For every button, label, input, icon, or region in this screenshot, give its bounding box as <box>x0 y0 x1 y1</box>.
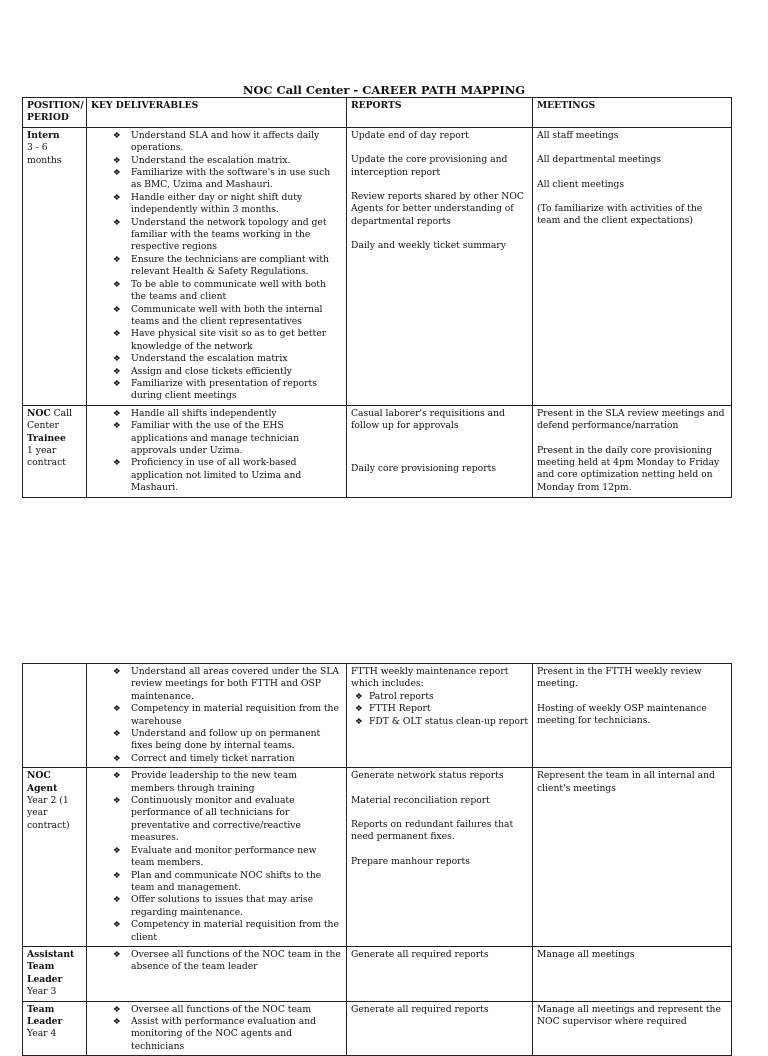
meetings-cell <box>533 1001 732 1056</box>
table-row-assistant-team-leader <box>23 946 732 1001</box>
table-row-noc-agent <box>23 768 732 947</box>
list-item: ❖ Understand and follow up on permanent fixes being done by internal teams. <box>91 728 342 753</box>
meeting-item: All client meetings <box>537 178 625 190</box>
position-cell <box>23 946 87 1001</box>
list-item: ❖ Familiarize with the software's in use such as BMC, Uzima and Mashauri. <box>91 167 342 192</box>
header-position: POSITION/ PERIOD <box>23 98 87 128</box>
career-path-table-page-2 <box>22 663 732 1056</box>
position-cell <box>23 127 87 405</box>
meetings-cell <box>533 664 732 768</box>
list-item: ❖ Oversee all functions of the NOC team in the absence of the team leader <box>91 949 342 974</box>
report-item: Prepare manhour reports <box>351 855 470 867</box>
meeting-item: Present in the SLA review meetings and defend performance/narration <box>537 407 725 432</box>
deliverables-cell <box>87 664 347 768</box>
reports-cell <box>347 127 533 405</box>
table-row-intern <box>23 127 732 405</box>
position-cell <box>23 664 87 768</box>
position-period: Year 2 (1 year contract) <box>27 795 70 831</box>
list-item: ❖ Ensure the technicians are compliant with relevant Health & Safety Regulations. <box>91 254 342 279</box>
reports-cell <box>347 768 533 947</box>
list-item: ❖ Handle all shifts independently <box>91 408 342 420</box>
report-item: Generate all required reports <box>351 948 489 960</box>
meeting-item: Manage all meetings and represent the NOC supervisor where required <box>537 1003 721 1027</box>
report-item: Reports on redundant failures that need permanent fixes. <box>351 819 514 843</box>
header-deliverables: KEY DELIVERABLES <box>87 98 347 128</box>
reports-cell <box>347 664 533 768</box>
list-item: ❖ Have physical site visit so as to get better knowledge of the network <box>91 328 342 353</box>
report-item: Material reconciliation report <box>351 794 490 806</box>
position-period: 3 - 6 months <box>27 142 62 166</box>
meeting-item: Represent the team in all internal and client's meetings <box>537 770 715 794</box>
meeting-item: Manage all meetings <box>537 948 635 960</box>
position-period: Year 3 <box>27 986 57 998</box>
position-period: Year 4 <box>27 1028 57 1040</box>
position-title-rest: Call Center <box>27 407 73 432</box>
position-title: NOC Agent <box>27 770 58 794</box>
list-item: ❖ Understand all areas covered under the SLA review meetings for both FTTH and OSP maintenance. <box>91 666 342 703</box>
header-meetings: MEETINGS <box>533 98 732 128</box>
position-title: Assistant Team Leader <box>27 948 75 985</box>
report-item: Daily and weekly ticket summary <box>351 240 506 252</box>
list-item: ❖ Offer solutions to issues that may arise regarding maintenance. <box>91 894 342 919</box>
deliverables-cell <box>87 127 347 405</box>
deliverables-cell <box>87 405 347 497</box>
meeting-item: Present in the daily core provisioning meeting held at 4pm Monday to Friday and core optimization netting held on Monday from 12pm. <box>537 444 720 493</box>
report-item: Generate network status reports <box>351 770 504 782</box>
position-subtitle: Trainee <box>27 432 66 444</box>
deliverables-cell <box>87 946 347 1001</box>
deliverables-list <box>91 408 342 495</box>
list-item: ❖ Patrol reports <box>351 691 528 703</box>
list-item: ❖ Familiar with the use of the EHS applications and manage technician approvals under Uzima. <box>91 420 342 457</box>
meeting-item: All departmental meetings <box>537 154 662 166</box>
reports-cell <box>347 946 533 1001</box>
list-item: ❖ Understand the escalation matrix. <box>91 155 342 167</box>
meeting-item: (To familiarize with activities of the team and the client expectations) <box>537 203 703 227</box>
report-item: Generate all required reports <box>351 1003 489 1015</box>
report-item: Update end of day report <box>351 129 469 141</box>
position-period: 1 year contract <box>27 444 66 469</box>
meeting-item: Present in the FTTH weekly review meeting. <box>537 666 702 690</box>
table-row-trainee <box>23 405 732 497</box>
deliverables-list <box>91 666 342 765</box>
deliverables-list <box>91 949 342 974</box>
list-item: ❖ Continuously monitor and evaluate performance of all technicians for preventative and corrective/reactive measures. <box>91 795 342 845</box>
position-title: Intern <box>27 129 60 141</box>
table-row-continued <box>23 664 732 768</box>
list-item: ❖ Communicate well with both the internal teams and the client representatives <box>91 304 342 329</box>
header-reports: REPORTS <box>347 98 533 128</box>
table-header-row <box>23 98 732 128</box>
list-item: ❖ Assist with performance evaluation and monitoring of the NOC agents and technicians <box>91 1016 342 1053</box>
meetings-cell <box>533 946 732 1001</box>
list-item: ❖ Proficiency in use of all work-based application not limited to Uzima and Mashauri. <box>91 457 342 494</box>
list-item: ❖ Evaluate and monitor performance new team members. <box>91 845 342 870</box>
meeting-item: Hosting of weekly OSP maintenance meeting for technicians. <box>537 702 707 727</box>
list-item: ❖ Oversee all functions of the NOC team <box>91 1004 342 1016</box>
list-item: ❖ Understand the network topology and get familiar with the teams working in the respective regions <box>91 217 342 254</box>
deliverables-list <box>91 130 342 403</box>
list-item: ❖ Assign and close tickets efficiently <box>91 366 342 378</box>
meetings-cell <box>533 405 732 497</box>
list-item: ❖ Competency in material requisition from the warehouse <box>91 703 342 728</box>
list-item: ❖ Handle either day or night shift duty independently within 3 months. <box>91 192 342 217</box>
deliverables-list <box>91 1004 342 1054</box>
meetings-cell <box>533 768 732 947</box>
report-item: FTTH weekly maintenance report which includes: <box>351 666 509 690</box>
table-row-team-leader <box>23 1001 732 1056</box>
position-cell <box>23 405 87 497</box>
position-title: Team Leader <box>27 1003 63 1027</box>
meeting-item: All staff meetings <box>537 129 619 141</box>
deliverables-cell <box>87 1001 347 1056</box>
list-item: ❖ Provide leadership to the new team members through training <box>91 770 342 795</box>
position-title: NOC <box>27 407 51 419</box>
meetings-cell <box>533 127 732 405</box>
report-item: Casual laborer's requisitions and follow up for approvals <box>351 407 505 432</box>
deliverables-list <box>91 770 342 944</box>
list-item: ❖ Understand SLA and how it affects daily operations. <box>91 130 342 155</box>
position-cell <box>23 1001 87 1056</box>
list-item: ❖ Correct and timely ticket narration <box>91 753 342 765</box>
report-item: Daily core provisioning reports <box>351 462 496 474</box>
document-title: NOC Call Center - CAREER PATH MAPPING <box>242 83 526 97</box>
reports-cell <box>347 1001 533 1056</box>
list-item: ❖ Plan and communicate NOC shifts to the team and management. <box>91 870 342 895</box>
report-item: Review reports shared by other NOC Agents for better understanding of departmental reports <box>351 191 524 227</box>
list-item: ❖ Competency in material requisition from the client <box>91 919 342 944</box>
report-sublist <box>351 691 528 728</box>
position-cell <box>23 768 87 947</box>
career-path-table-page-1 <box>22 97 732 498</box>
list-item: ❖ Familiarize with presentation of reports during client meetings <box>91 378 342 403</box>
list-item: ❖ Understand the escalation matrix <box>91 353 342 365</box>
list-item: ❖ FDT & OLT status clean-up report <box>351 716 528 728</box>
list-item: ❖ To be able to communicate well with both the teams and client <box>91 279 342 304</box>
report-item: Update the core provisioning and interception report <box>351 154 508 178</box>
list-item: ❖ FTTH Report <box>351 703 528 715</box>
deliverables-cell <box>87 768 347 947</box>
reports-cell <box>347 405 533 497</box>
